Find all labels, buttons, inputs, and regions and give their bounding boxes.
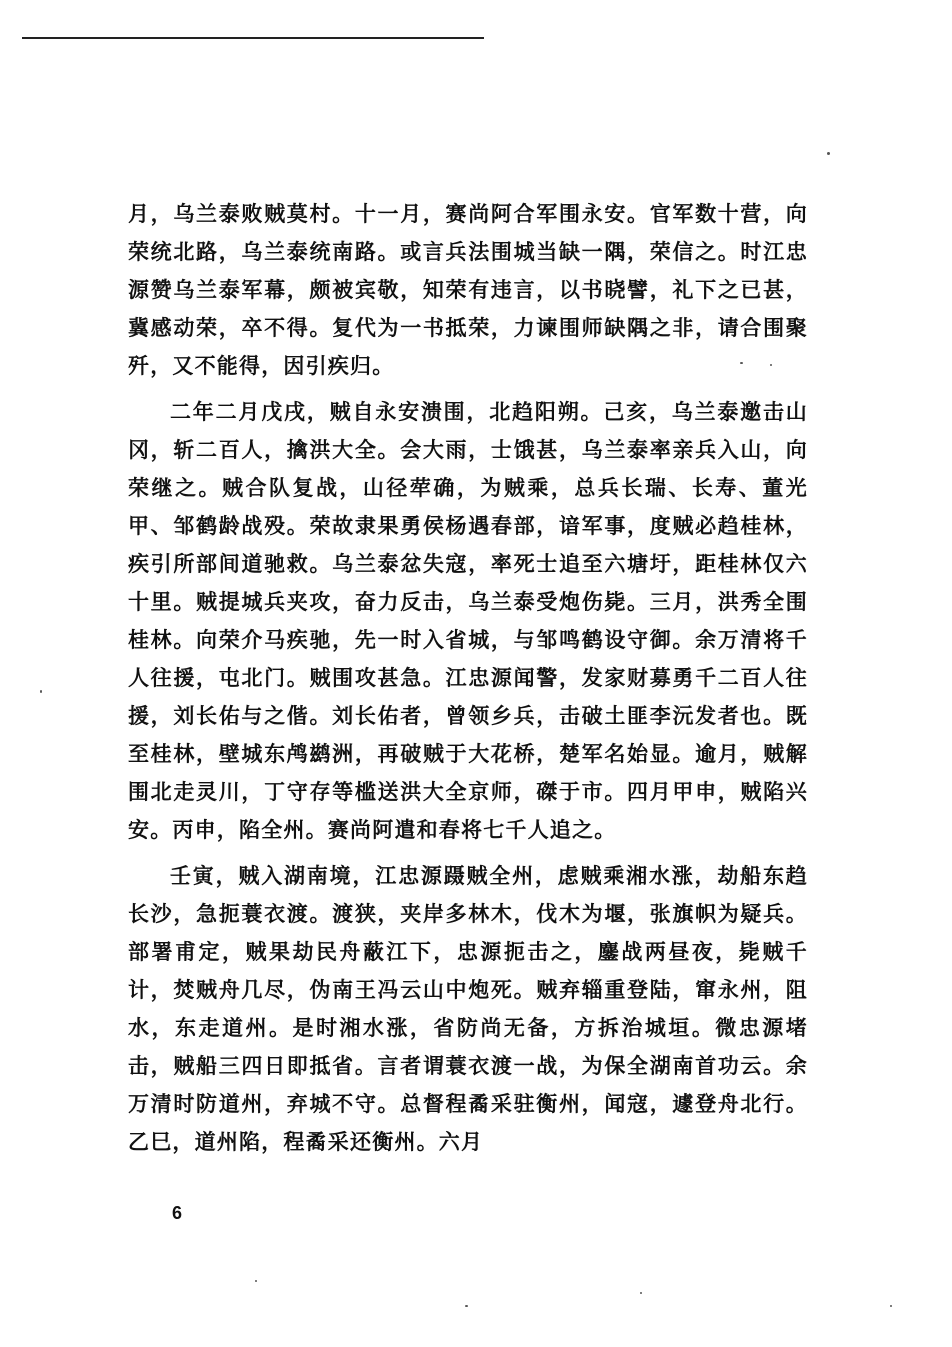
body-text	[128, 195, 808, 1161]
scan-speck	[770, 364, 772, 366]
scan-speck	[827, 152, 830, 155]
scan-speck	[640, 1292, 642, 1294]
scan-speck	[890, 1305, 892, 1307]
paragraph-3: 壬寅，贼入湖南境，江忠源蹑贼全州，虑贼乘湘水涨，劫船东趋长沙，急扼蓑衣渡。渡狭，夹岸多林木，伐木为堰，张旗帜为疑兵。部署甫定，贼果劫民舟蔽江下，忠源扼击之，鏖战两昼夜，毙贼千计，焚贼舟几尽，伪南王冯云山中炮死。贼弃辎重登陆，窜永州，阻水，东走道州。是时湘水涨，省防尚无备，方拆治城垣。微忠源堵击，贼船三四日即抵省。言者谓蓑衣渡一战，为保全湖南首功云。余万清时防道州，弃城不守。总督程矞采驻衡州，闻寇，遽登舟北行。乙巳，道州陷，程矞采还衡州。六月	[128, 863, 808, 1154]
scan-speck	[255, 1280, 257, 1282]
scan-speck	[465, 1305, 468, 1307]
paragraph-2: 二年二月戊戌，贼自永安溃围，北趋阳朔。己亥，乌兰泰邀击山冈，斩二百人，擒洪大全。会大雨，士饿甚，乌兰泰率亲兵入山，向荣继之。贼合队复战，山径荦确，为贼乘，总兵长瑞、长寿、董光甲、邹鹤龄战殁。荣故隶果勇侯杨遇春部，谙军事，度贼必趋桂林，疾引所部间道驰救。乌兰泰忿失寇，率死士追至六塘圩，距桂林仅六十里。贼提城兵夹攻，奋力反击，乌兰泰受炮伤毙。三月，洪秀全围桂林。向荣介马疾驰，先一时入省城，与邹鸣鹤设守御。余万清将千人往援，屯北门。贼围攻甚急。江忠源闻警，发家财募勇千二百人往援，刘长佑与之偕。刘长佑者，曾领乡兵，击破土匪李沅发者也。既至桂林，壁城东鸬鹚洲，再破贼于大花桥，楚军名始显。逾月，贼解围北走灵川，丁守存等槛送洪大全京师，磔于市。四月甲申，贼陷兴安。丙申，陷全州。赛尚阿遣和春将七千人追之。	[128, 399, 808, 842]
top-rule	[22, 37, 484, 39]
paragraph-1: 月，乌兰泰败贼莫村。十一月，赛尚阿合军围永安。官军数十营，向荣统北路，乌兰泰统南路。或言兵法围城当缺一隅，荣信之。时江忠源赞乌兰泰军幕，颇被宾敬，知荣有违言，以书晓譬，礼下之已甚，冀感动荣，卒不得。复代为一书抵荣，力谏围师缺隅之非，请合围聚歼，又不能得，因引疾归。	[128, 201, 808, 378]
page-number: 6	[172, 1203, 183, 1223]
scan-speck	[740, 362, 743, 364]
scan-speck	[40, 690, 42, 693]
